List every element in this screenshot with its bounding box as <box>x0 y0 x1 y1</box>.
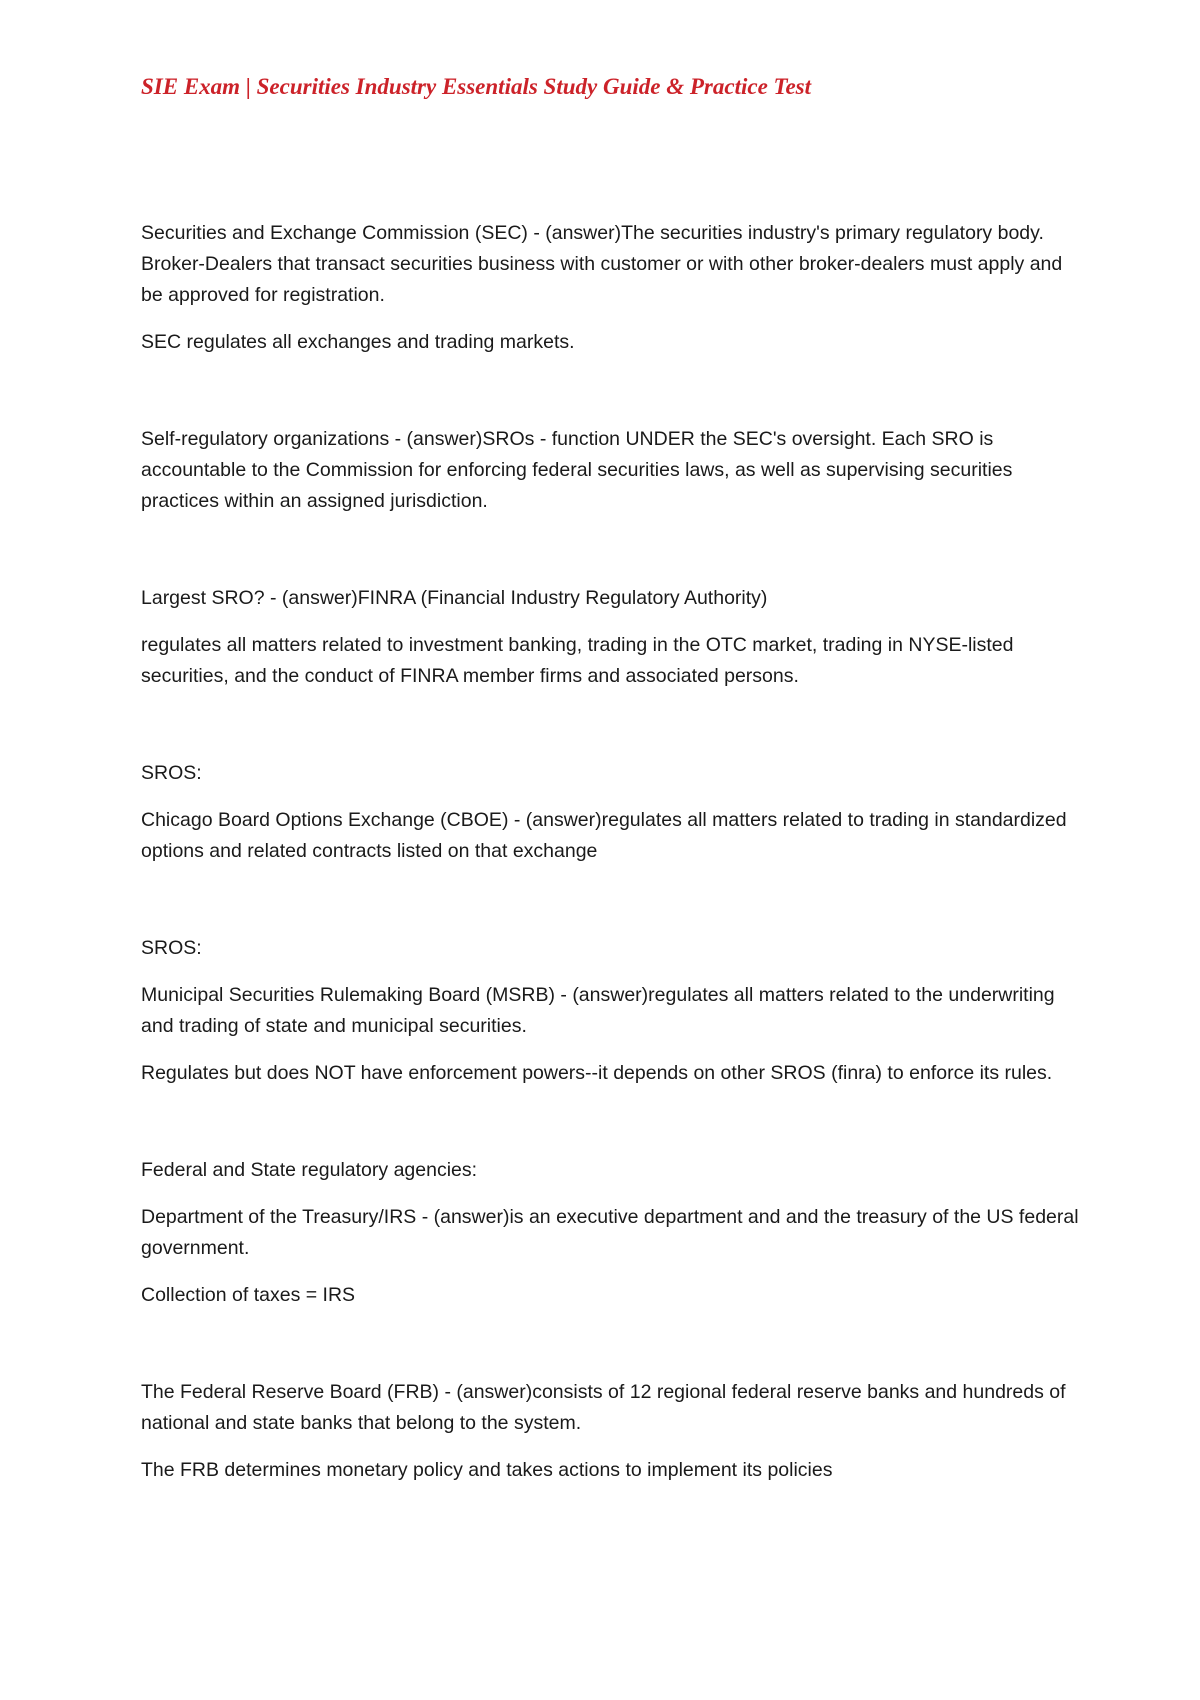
flashcard-frb <box>141 1377 1081 1486</box>
card-term: Self-regulatory organizations - (answer)SROs - function UNDER the SEC's oversight. Each SRO is accountable to the Commission for enforcing federal securities laws, as well as supervising securities practices within an assigned jurisdiction. <box>141 428 1013 512</box>
card-note: SEC regulates all exchanges and trading markets. <box>141 331 575 353</box>
card-separator <box>141 1311 1081 1377</box>
flashcard-sro <box>141 424 1081 517</box>
flashcard-largest-sro <box>141 583 1081 692</box>
card-heading: Federal and State regulatory agencies: <box>141 1159 478 1181</box>
flashcard-msrb <box>141 933 1081 1089</box>
card-note: The FRB determines monetary policy and takes actions to implement its policies <box>141 1459 833 1481</box>
card-term: The Federal Reserve Board (FRB) - (answer)consists of 12 regional federal reserve banks and hundreds of national and state banks that belong to the system. <box>141 1381 1066 1434</box>
card-separator <box>141 867 1081 933</box>
flashcard-treasury <box>141 1155 1081 1311</box>
card-separator <box>141 358 1081 424</box>
document-header-title: SIE Exam | Securities Industry Essentials Study Guide & Practice Test <box>141 74 812 99</box>
card-separator <box>141 517 1081 583</box>
card-note: Regulates but does NOT have enforcement powers--it depends on other SROS (finra) to enforce its rules. <box>141 1062 1053 1084</box>
card-separator <box>141 692 1081 758</box>
card-heading: SROS: <box>141 937 202 959</box>
card-separator <box>141 1089 1081 1155</box>
card-term: Department of the Treasury/IRS - (answer)is an executive department and and the treasury of the US federal government. <box>141 1206 1079 1259</box>
card-note: regulates all matters related to investment banking, trading in the OTC market, trading in NYSE-listed securities, and the conduct of FINRA member firms and associated persons. <box>141 634 1014 687</box>
card-term: Largest SRO? - (answer)FINRA (Financial Industry Regulatory Authority) <box>141 587 768 609</box>
card-term: Chicago Board Options Exchange (CBOE) - (answer)regulates all matters related to trading in standardized options and related contracts listed on that exchange <box>141 809 1067 862</box>
flashcard-sec <box>141 218 1081 358</box>
card-term: Municipal Securities Rulemaking Board (MSRB) - (answer)regulates all matters related to the underwriting and trading of state and municipal securities. <box>141 984 1055 1037</box>
flashcard-cboe <box>141 758 1081 867</box>
document-body <box>141 218 1081 1486</box>
card-note: Collection of taxes = IRS <box>141 1284 356 1306</box>
card-term: Securities and Exchange Commission (SEC) - (answer)The securities industry's primary regulatory body. Broker-Dealers that transact securities business with customer or with other broker-dealers must apply and be approved for registration. <box>141 222 1063 306</box>
card-heading: SROS: <box>141 762 202 784</box>
